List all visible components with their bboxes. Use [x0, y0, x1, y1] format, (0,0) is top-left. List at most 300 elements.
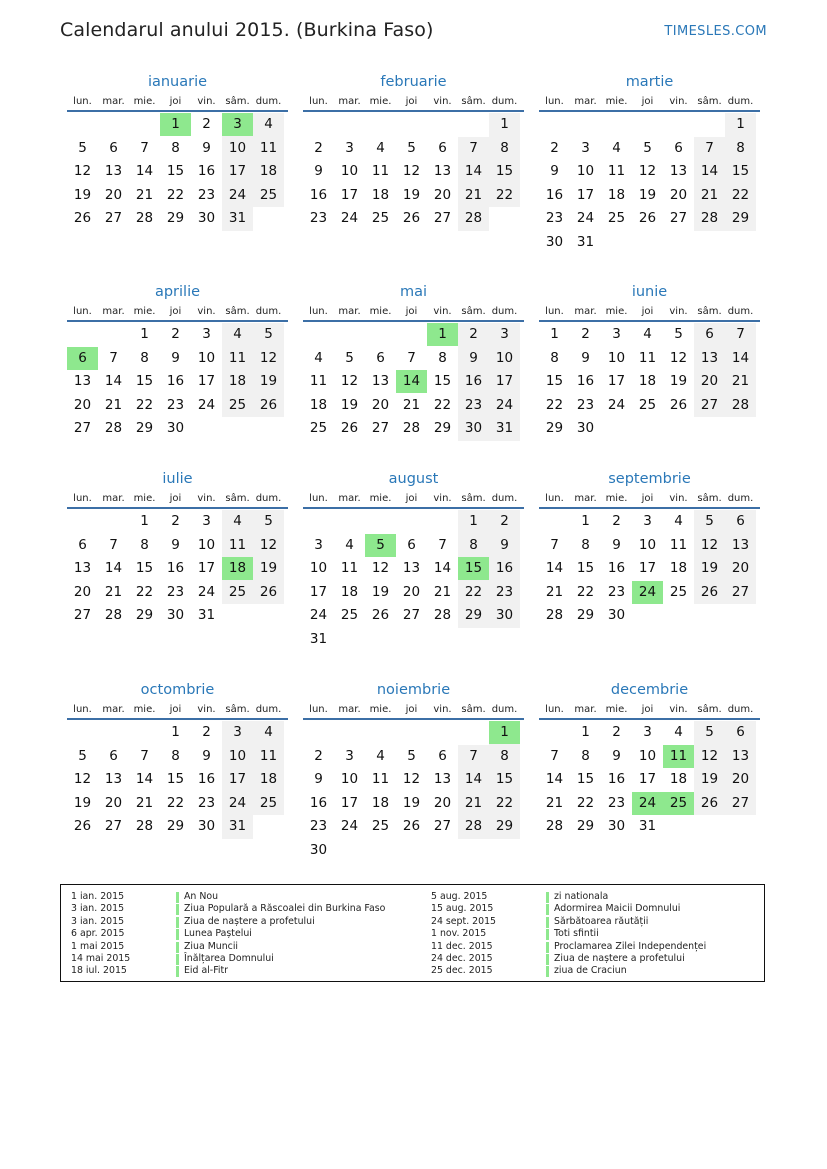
day-cell: 5 [674, 326, 683, 342]
day-cell: 9 [314, 771, 323, 787]
day-cell: 26 [638, 210, 657, 226]
day-cell: 20 [433, 794, 452, 811]
day-cell: 26 [73, 818, 92, 834]
weekday-header: vin. [433, 96, 452, 107]
day-cell: 15 [545, 373, 564, 389]
day-cell: 27 [433, 210, 452, 226]
weekday-header: lun. [73, 306, 92, 317]
day-cell: 21 [135, 794, 154, 811]
weekday-header: joi [405, 96, 418, 107]
weekday-header: mar. [574, 704, 597, 715]
day-cell: 7 [705, 139, 714, 156]
header-rule [539, 320, 760, 322]
day-cell: 25 [228, 396, 247, 413]
day-cell: 29 [545, 420, 564, 436]
day-cell: 27 [731, 583, 750, 600]
day-cell: 13 [104, 771, 123, 787]
day-cell: 14 [135, 163, 154, 179]
weekday-header: sâm. [697, 96, 722, 107]
day-cell: 13 [104, 163, 123, 179]
day-cell: 24 [197, 583, 216, 600]
day-cell: 20 [700, 373, 719, 389]
day-cell: 8 [581, 536, 590, 553]
holiday-date: 14 mai 2015 [71, 953, 131, 964]
day-cell: 25 [309, 420, 328, 436]
holiday-marker [546, 917, 549, 928]
day-cell: 31 [197, 607, 216, 623]
day-cell: 3 [314, 536, 323, 553]
day-cell: 11 [638, 349, 657, 366]
day-cell: 1 [171, 724, 180, 740]
weekday-header: mie. [369, 96, 392, 107]
day-cell: 3 [500, 326, 509, 342]
holiday-date: 15 aug. 2015 [431, 903, 494, 915]
day-cell: 12 [73, 771, 92, 787]
day-cell: 1 [581, 513, 590, 529]
day-cell: 9 [171, 349, 180, 366]
day-cell: 25 [228, 583, 247, 600]
day-cell: 26 [402, 818, 421, 834]
day-cell: 10 [197, 536, 216, 553]
day-cell: 9 [469, 349, 478, 366]
day-cell: 12 [638, 163, 657, 179]
holiday-date: 3 ian. 2015 [71, 915, 125, 927]
day-cell: 7 [469, 139, 478, 156]
day-cell: 18 [669, 560, 688, 576]
day-cell: 23 [197, 794, 216, 811]
day-cell: 10 [309, 560, 328, 576]
weekday-header: sâm. [461, 493, 486, 504]
day-cell: 1 [550, 326, 559, 342]
holiday-name: Eid al-Fitr [184, 965, 229, 977]
day-cell: 15 [576, 771, 595, 787]
day-cell: 20 [731, 560, 750, 576]
day-cell: 2 [500, 513, 509, 529]
day-cell: 5 [264, 326, 273, 342]
holiday-name: Ziua Muncii [184, 940, 239, 952]
day-cell: 3 [643, 724, 652, 740]
holiday-marker [546, 892, 549, 903]
weekday-header: dum. [491, 306, 518, 317]
day-cell: 22 [464, 583, 483, 600]
day-cell: 31 [228, 210, 247, 226]
day-cell: 28 [545, 607, 564, 623]
day-cell: 13 [731, 747, 750, 764]
holiday-date: 25 dec. 2015 [431, 965, 493, 977]
day-cell: 22 [166, 186, 185, 203]
day-cell: 31 [638, 818, 657, 834]
day-cell: 8 [581, 747, 590, 764]
weekday-header: joi [169, 306, 182, 317]
day-cell: 19 [669, 373, 688, 389]
day-cell: 16 [166, 373, 185, 389]
day-cell: 23 [166, 396, 185, 413]
site-logo-link[interactable]: TIMESLES.COM [664, 24, 767, 39]
weekday-header: sâm. [461, 96, 486, 107]
day-cell: 24 [228, 186, 247, 203]
day-cell: 21 [402, 396, 421, 413]
day-cell: 25 [259, 794, 278, 811]
day-cell: 10 [197, 349, 216, 366]
day-cell: 9 [202, 139, 211, 156]
weekday-header: lun. [309, 704, 328, 715]
day-cell: 11 [228, 349, 247, 366]
day-cell: 13 [371, 373, 390, 389]
day-cell: 11 [309, 373, 328, 389]
holiday-day-cell: 5 [365, 534, 396, 557]
day-cell: 22 [576, 794, 595, 811]
day-cell: 24 [576, 210, 595, 226]
holiday-name: Înălțarea Domnului [184, 953, 274, 964]
holiday-list [60, 884, 765, 982]
day-cell: 11 [259, 747, 278, 764]
weekday-header: vin. [197, 704, 216, 715]
weekday-header: vin. [433, 704, 452, 715]
day-cell: 17 [576, 186, 595, 203]
day-cell: 20 [73, 583, 92, 600]
day-cell: 25 [638, 396, 657, 413]
day-cell: 15 [135, 560, 154, 576]
day-cell: 2 [314, 139, 323, 156]
day-cell: 18 [228, 373, 247, 389]
weekday-header: sâm. [697, 306, 722, 317]
day-cell: 1 [140, 513, 149, 529]
day-cell: 8 [438, 349, 447, 366]
holiday-date: 3 ian. 2015 [71, 903, 125, 915]
day-cell: 3 [345, 139, 354, 156]
header-rule [539, 507, 760, 509]
weekday-header: dum. [255, 493, 282, 504]
day-cell: 12 [259, 536, 278, 553]
day-cell: 6 [736, 513, 745, 529]
day-cell: 4 [233, 326, 242, 342]
day-cell: 24 [228, 794, 247, 811]
day-cell: 16 [197, 163, 216, 179]
day-cell: 7 [140, 139, 149, 156]
weekday-header: joi [405, 493, 418, 504]
weekday-header: mar. [102, 96, 125, 107]
day-cell: 27 [700, 396, 719, 413]
weekday-header: lun. [309, 96, 328, 107]
day-cell: 23 [607, 794, 626, 811]
day-cell: 14 [464, 163, 483, 179]
holiday-day-cell: 1 [489, 721, 520, 744]
day-cell: 6 [674, 139, 683, 156]
weekday-header: mie. [133, 493, 156, 504]
day-cell: 26 [700, 583, 719, 600]
holiday-date: 1 nov. 2015 [431, 928, 487, 940]
day-cell: 8 [171, 139, 180, 156]
weekday-header: mie. [133, 96, 156, 107]
day-cell: 22 [576, 583, 595, 600]
day-cell: 10 [340, 163, 359, 179]
day-cell: 21 [545, 583, 564, 600]
holiday-day-cell: 24 [632, 792, 663, 815]
day-cell: 16 [166, 560, 185, 576]
day-cell: 4 [376, 747, 385, 764]
day-cell: 11 [340, 560, 359, 576]
day-cell: 28 [104, 607, 123, 623]
holiday-date: 1 mai 2015 [71, 940, 125, 952]
day-cell: 25 [371, 818, 390, 834]
header-rule [539, 110, 760, 112]
day-cell: 31 [576, 233, 595, 250]
holiday-name: Adormirea Maicii Domnului [554, 903, 681, 915]
holiday-date: 5 aug. 2015 [431, 891, 488, 902]
day-cell: 4 [674, 513, 683, 529]
day-cell: 28 [433, 607, 452, 623]
day-cell: 24 [309, 607, 328, 623]
day-cell: 8 [469, 536, 478, 553]
day-cell: 30 [166, 607, 185, 623]
day-cell: 22 [495, 186, 514, 203]
day-cell: 4 [612, 139, 621, 156]
day-cell: 5 [407, 747, 416, 764]
day-cell: 28 [731, 396, 750, 413]
header-rule [67, 110, 288, 112]
day-cell: 18 [371, 794, 390, 811]
weekday-header: lun. [545, 493, 564, 504]
weekday-header: vin. [433, 493, 452, 504]
day-cell: 21 [104, 396, 123, 413]
day-cell: 20 [73, 396, 92, 413]
day-cell: 4 [643, 326, 652, 342]
month-title: septembrie [608, 471, 691, 487]
day-cell: 18 [607, 186, 626, 203]
day-cell: 28 [545, 818, 564, 834]
day-cell: 15 [135, 373, 154, 389]
day-cell: 6 [736, 724, 745, 740]
day-cell: 17 [197, 373, 216, 389]
day-cell: 17 [197, 560, 216, 576]
day-cell: 3 [202, 513, 211, 529]
day-cell: 10 [638, 536, 657, 553]
weekday-header: mie. [605, 704, 628, 715]
weekday-header: dum. [727, 704, 754, 715]
weekday-header: sâm. [225, 306, 250, 317]
holiday-day-cell: 6 [67, 347, 98, 370]
weekday-header: dum. [255, 704, 282, 715]
day-cell: 21 [731, 373, 750, 389]
day-cell: 19 [402, 794, 421, 811]
holiday-marker [546, 954, 549, 965]
weekday-header: mar. [338, 493, 361, 504]
weekday-header: dum. [491, 704, 518, 715]
day-cell: 3 [643, 513, 652, 529]
weekday-header: mar. [102, 493, 125, 504]
day-cell: 20 [669, 186, 688, 203]
weekday-header: dum. [255, 306, 282, 317]
weekday-header: dum. [727, 306, 754, 317]
day-cell: 15 [433, 373, 452, 389]
month-title: martie [625, 74, 674, 90]
weekday-header: mie. [133, 704, 156, 715]
day-cell: 12 [700, 536, 719, 553]
day-cell: 1 [500, 116, 509, 132]
weekday-header: lun. [545, 704, 564, 715]
weekday-header: vin. [669, 704, 688, 715]
day-cell: 29 [464, 607, 483, 623]
day-cell: 21 [433, 583, 452, 600]
day-cell: 3 [581, 139, 590, 156]
weekday-header: sâm. [225, 96, 250, 107]
day-cell: 26 [402, 210, 421, 226]
day-cell: 30 [545, 233, 564, 250]
day-cell: 6 [376, 349, 385, 366]
day-cell: 8 [736, 139, 745, 156]
weekday-header: vin. [197, 306, 216, 317]
day-cell: 26 [259, 583, 278, 600]
month-title: noiembrie [376, 682, 451, 698]
weekday-header: mar. [102, 306, 125, 317]
day-cell: 12 [371, 560, 390, 576]
header-rule [303, 320, 524, 322]
day-cell: 27 [104, 210, 123, 226]
holiday-marker [176, 966, 179, 977]
day-cell: 12 [259, 349, 278, 366]
day-cell: 29 [433, 420, 452, 436]
day-cell: 7 [550, 536, 559, 553]
weekday-header: lun. [73, 493, 92, 504]
day-cell: 28 [464, 210, 483, 226]
day-cell: 5 [407, 139, 416, 156]
day-cell: 10 [340, 771, 359, 787]
holiday-name: ziua de Craciun [554, 965, 627, 977]
day-cell: 15 [731, 163, 750, 179]
day-cell: 21 [464, 186, 483, 203]
day-cell: 12 [73, 163, 92, 179]
holiday-day-cell: 24 [632, 581, 663, 604]
day-cell: 23 [607, 583, 626, 600]
holiday-day-cell: 14 [396, 370, 427, 393]
day-cell: 21 [135, 186, 154, 203]
day-cell: 14 [545, 771, 564, 787]
header-rule [67, 320, 288, 322]
day-cell: 3 [202, 326, 211, 342]
weekday-header: joi [641, 306, 654, 317]
weekday-header: vin. [433, 306, 452, 317]
day-cell: 18 [371, 186, 390, 203]
day-cell: 10 [495, 349, 514, 366]
month-title: februarie [380, 74, 447, 90]
day-cell: 9 [202, 747, 211, 764]
day-cell: 29 [135, 420, 154, 436]
day-cell: 8 [140, 536, 149, 553]
weekday-header: mar. [102, 704, 125, 715]
weekday-header: joi [405, 306, 418, 317]
day-cell: 25 [669, 583, 688, 600]
day-cell: 27 [73, 607, 92, 623]
day-cell: 10 [607, 349, 626, 366]
day-cell: 7 [407, 349, 416, 366]
day-cell: 9 [612, 747, 621, 764]
day-cell: 19 [371, 583, 390, 600]
day-cell: 2 [171, 513, 180, 529]
day-cell: 12 [402, 771, 421, 787]
day-cell: 1 [736, 116, 745, 132]
holiday-day-cell: 1 [160, 113, 191, 136]
weekday-header: mar. [338, 704, 361, 715]
day-cell: 15 [576, 560, 595, 576]
weekday-header: lun. [309, 306, 328, 317]
day-cell: 2 [171, 326, 180, 342]
day-cell: 15 [495, 771, 514, 787]
day-cell: 25 [607, 210, 626, 226]
day-cell: 21 [545, 794, 564, 811]
weekday-header: mie. [133, 306, 156, 317]
day-cell: 29 [166, 210, 185, 226]
day-cell: 12 [669, 349, 688, 366]
holiday-marker [176, 942, 179, 953]
day-cell: 2 [550, 139, 559, 156]
day-cell: 26 [700, 794, 719, 811]
month-title: august [388, 471, 439, 487]
day-cell: 21 [104, 583, 123, 600]
day-cell: 3 [612, 326, 621, 342]
month-title: iunie [631, 284, 668, 300]
day-cell: 12 [340, 373, 359, 389]
day-cell: 16 [545, 186, 564, 203]
day-cell: 16 [197, 771, 216, 787]
weekday-header: mie. [369, 306, 392, 317]
day-cell: 23 [309, 210, 328, 226]
day-cell: 7 [438, 536, 447, 553]
weekday-header: mie. [369, 704, 392, 715]
day-cell: 17 [638, 771, 657, 787]
weekday-header: sâm. [697, 493, 722, 504]
day-cell: 30 [607, 607, 626, 623]
day-cell: 26 [259, 396, 278, 413]
header-rule [539, 718, 760, 720]
holiday-name: Sărbătoarea răutății [554, 915, 649, 927]
holiday-name: zi nationala [554, 891, 609, 902]
day-cell: 10 [228, 139, 247, 156]
day-cell: 14 [464, 771, 483, 787]
month-title: ianuarie [147, 74, 208, 90]
weekday-header: mie. [605, 306, 628, 317]
day-cell: 17 [340, 794, 359, 811]
weekday-header: sâm. [461, 306, 486, 317]
day-cell: 10 [576, 163, 595, 179]
day-cell: 28 [104, 420, 123, 436]
day-cell: 2 [612, 513, 621, 529]
month-title: mai [399, 284, 428, 300]
day-cell: 7 [109, 536, 118, 553]
day-cell: 11 [228, 536, 247, 553]
day-cell: 29 [576, 818, 595, 834]
holiday-date: 1 ian. 2015 [71, 891, 125, 902]
day-cell: 19 [73, 186, 92, 203]
day-cell: 8 [550, 349, 559, 366]
weekday-header: mar. [574, 306, 597, 317]
day-cell: 21 [464, 794, 483, 811]
day-cell: 8 [140, 349, 149, 366]
day-cell: 28 [135, 210, 154, 226]
day-cell: 22 [135, 583, 154, 600]
holiday-day-cell: 1 [427, 323, 458, 346]
day-cell: 19 [700, 771, 719, 787]
day-cell: 8 [500, 747, 509, 764]
day-cell: 22 [433, 396, 452, 413]
day-cell: 19 [259, 560, 278, 576]
day-cell: 7 [140, 747, 149, 764]
day-cell: 17 [228, 163, 247, 179]
day-cell: 30 [166, 420, 185, 436]
day-cell: 2 [469, 326, 478, 342]
day-cell: 29 [731, 210, 750, 226]
day-cell: 26 [371, 607, 390, 623]
day-cell: 4 [674, 724, 683, 740]
